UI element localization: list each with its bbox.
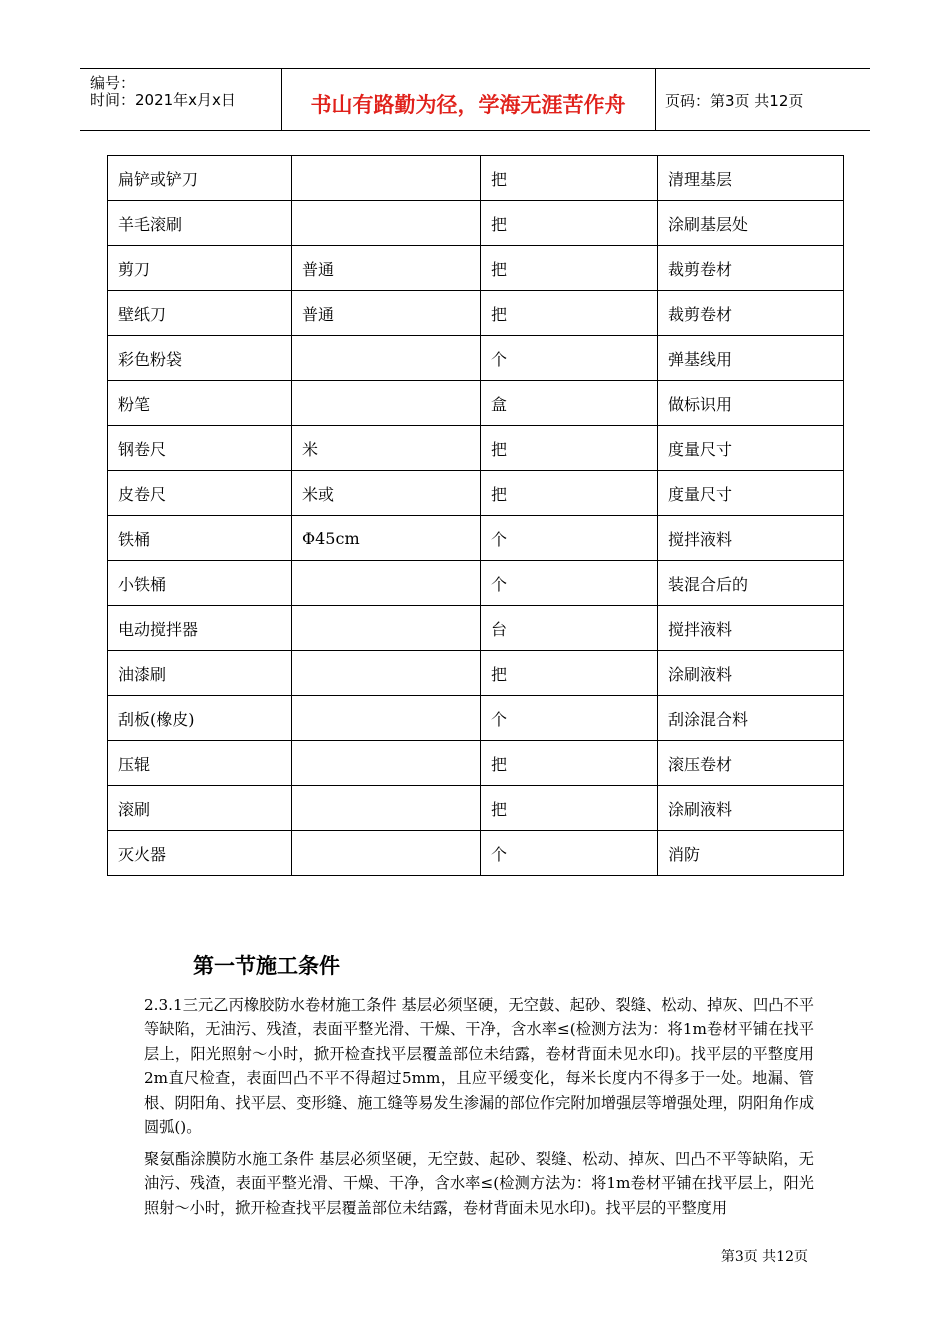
tool-use-cell: 刮涂混合料 [658,696,844,741]
tool-name-cell: 壁纸刀 [108,291,292,336]
table-row [108,741,844,786]
tool-spec-cell [292,651,481,696]
tool-unit-cell: 个 [481,831,658,876]
table-row [108,291,844,336]
tool-unit-cell: 把 [481,246,658,291]
tool-use-cell: 涂刷液料 [658,651,844,696]
table-row [108,246,844,291]
tools-table [107,155,844,876]
tool-use-cell: 涂刷液料 [658,786,844,831]
tool-use-cell: 滚压卷材 [658,741,844,786]
tool-use-cell: 度量尺寸 [658,426,844,471]
table-row [108,426,844,471]
table-row [108,156,844,201]
page-info: 页码：第3页 共12页 [665,92,804,110]
tool-name-cell: 扁铲或铲刀 [108,156,292,201]
tool-unit-cell: 把 [481,741,658,786]
table-row [108,381,844,426]
tool-name-cell: 剪刀 [108,246,292,291]
tool-name-cell: 羊毛滚刷 [108,201,292,246]
table-row [108,786,844,831]
tool-name-cell: 彩色粉袋 [108,336,292,381]
tool-unit-cell: 把 [481,786,658,831]
table-row [108,471,844,516]
table-row [108,201,844,246]
tool-name-cell: 刮板(橡皮) [108,696,292,741]
tool-spec-cell [292,786,481,831]
tool-unit-cell: 个 [481,696,658,741]
table-row [108,606,844,651]
tool-unit-cell: 把 [481,201,658,246]
tool-use-cell: 搅拌液料 [658,606,844,651]
table-row [108,831,844,876]
tool-use-cell: 弹基线用 [658,336,844,381]
tool-spec-cell: 普通 [292,291,481,336]
tool-unit-cell: 个 [481,561,658,606]
header-meta [80,69,282,130]
tool-name-cell: 皮卷尺 [108,471,292,516]
tool-unit-cell: 把 [481,471,658,516]
tool-spec-cell: Φ45cm [292,516,481,561]
paragraph-2: 聚氨酯涂膜防水施工条件 基层必须坚硬，无空鼓、起砂、裂缝、松动、掉灰、凹凸不平等缺陷，无油污、残渣，表面平整光滑、干燥、干净，含水率≤(检测方法为：将1m卷材平铺在找平层上，阳光照射～小时，掀开检查找平层覆盖部位未结露，卷材背面未见水印)。找平层的平整度用 [144,1150,814,1217]
table-row [108,696,844,741]
tool-spec-cell: 米或 [292,471,481,516]
tool-spec-cell [292,741,481,786]
tool-use-cell: 裁剪卷材 [658,291,844,336]
tool-unit-cell: 盒 [481,381,658,426]
tool-spec-cell [292,381,481,426]
tool-name-cell: 滚刷 [108,786,292,831]
tool-unit-cell: 把 [481,291,658,336]
paragraph-1: 2.3.1三元乙丙橡胶防水卷材施工条件 基层必须坚硬，无空鼓、起砂、裂缝、松动、掉灰、凹凸不平等缺陷，无油污、残渣，表面平整光滑、干燥、干净，含水率≤(检测方法为：将1m卷材平铺在找平层上，阳光照射～小时，掀开检查找平层覆盖部位未结露，卷材背面未见水印)。找平层的平整度用2m直尺检查，表面凹凸不平不得超过5mm，且应平缓变化，每米长度内不得多于一处。地漏、管根、阴阳角、找平层、变形缝、施工缝等易发生渗漏的部位作完附加增强层等增强处理，阴阳角作成圆弧()。 [144,996,814,1137]
tool-spec-cell [292,336,481,381]
table-row [108,336,844,381]
tool-name-cell: 压辊 [108,741,292,786]
tool-spec-cell [292,696,481,741]
tool-use-cell: 裁剪卷材 [658,246,844,291]
tool-name-cell: 铁桶 [108,516,292,561]
tool-name-cell: 小铁桶 [108,561,292,606]
tool-name-cell: 钢卷尺 [108,426,292,471]
tool-use-cell: 消防 [658,831,844,876]
tool-spec-cell [292,606,481,651]
table-row [108,561,844,606]
tool-use-cell: 装混合后的 [658,561,844,606]
section-title: 第一节施工条件 [193,954,340,978]
tool-name-cell: 油漆刷 [108,651,292,696]
tool-name-cell: 粉笔 [108,381,292,426]
tool-spec-cell: 普通 [292,246,481,291]
tool-unit-cell: 把 [481,651,658,696]
tool-use-cell: 涂刷基层处 [658,201,844,246]
table-row [108,651,844,696]
tool-use-cell: 搅拌液料 [658,516,844,561]
tool-spec-cell [292,156,481,201]
header-page-cell [655,69,870,130]
tool-spec-cell [292,201,481,246]
motto: 书山有路勤为径，学海无涯苦作舟 [310,93,626,117]
header-motto-cell [281,69,656,130]
tool-unit-cell: 台 [481,606,658,651]
page-footer: 第3页 共12页 [720,1249,808,1265]
tool-unit-cell: 把 [481,426,658,471]
tool-unit-cell: 个 [481,516,658,561]
tool-spec-cell [292,561,481,606]
tool-use-cell: 度量尺寸 [658,471,844,516]
number-label: 编号： [90,74,136,92]
tool-spec-cell [292,831,481,876]
tool-use-cell: 清理基层 [658,156,844,201]
tool-use-cell: 做标识用 [658,381,844,426]
tool-unit-cell: 把 [481,156,658,201]
tool-spec-cell: 米 [292,426,481,471]
tool-name-cell: 电动搅拌器 [108,606,292,651]
tools-table-body [108,156,844,876]
tool-name-cell: 灭火器 [108,831,292,876]
tool-unit-cell: 个 [481,336,658,381]
time-label: 时间：2021年x月x日 [90,91,236,109]
page-header [80,68,870,131]
table-row [108,516,844,561]
